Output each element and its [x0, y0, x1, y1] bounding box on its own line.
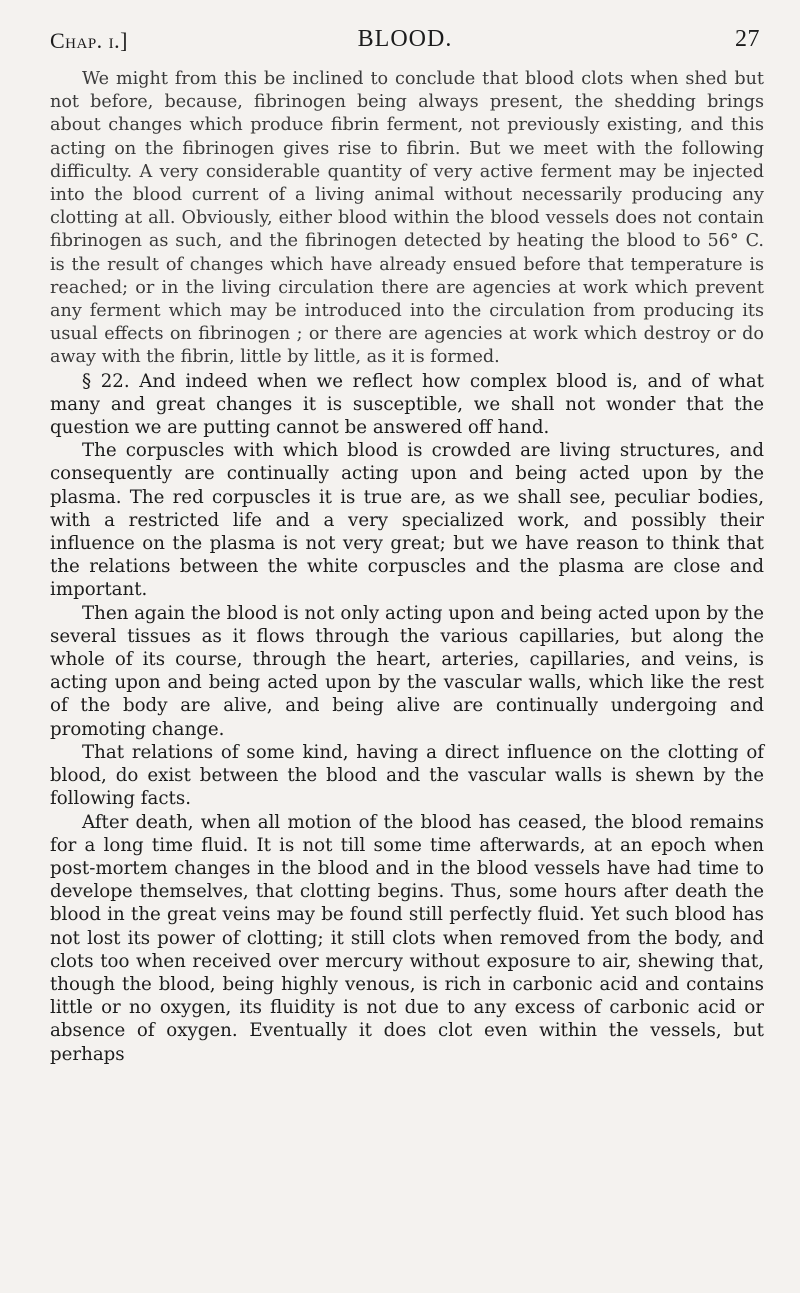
chapter-label: Chap. i.]	[50, 28, 129, 53]
paragraph-5: That relations of some kind, having a direct influence on the clotting of blood, do exist between the blood and the vascular walls is shewn by the following facts.	[50, 741, 764, 810]
page-number: 27	[735, 26, 760, 52]
paragraph-section-22: § 22. And indeed when we reflect how complex blood is, and of what many and great changes it is susceptible, we shall not wonder that the question we are putting cannot be answered off hand.	[50, 370, 764, 439]
page-title: BLOOD.	[357, 26, 453, 52]
body-text	[50, 68, 764, 1066]
paragraph-4: Then again the blood is not only acting upon and being acted upon by the several tissues as it flows through the various capillaries, but along the whole of its course, through the heart, arteries, capillaries, and veins, is acting upon and being acted upon by the vascular walls, which like the rest of the body are alive, and being alive are continually undergoing and promoting change.	[50, 602, 764, 740]
running-head	[50, 22, 760, 54]
paragraph-6: After death, when all motion of the blood has ceased, the blood remains for a long time fluid. It is not till some time afterwards, at an epoch when post-mortem changes in the blood and in the blood vessels have had time to develope themselves, that clotting begins. Thus, some hours after death the blood in the great veins may be found still perfectly fluid. Yet such blood has not lost its power of clotting; it still clots when removed from the body, and clots too when received over mercury without exposure to air, shewing that, though the blood, being highly venous, is rich in carbonic acid and contains little or no oxygen, its fluidity is not due to any excess of carbonic acid or absence of oxygen. Eventually it does clot even within the vessels, but perhaps	[50, 811, 764, 1065]
paragraph-1: We might from this be inclined to conclude that blood clots when shed but not before, because, fibrinogen being always present, the shedding brings about changes which produce fibrin ferment, not previously existing, and this acting on the fibrinogen gives rise to fibrin. But we meet with the following difficulty. A very considerable quantity of very active ferment may be injected into the blood current of a living animal without necessarily producing any clotting at all. Obviously, either blood within the blood vessels does not contain fibrinogen as such, and the fibrinogen detected by heating the blood to 56° C. is the result of changes which have already ensued before that temperature is reached; or in the living circulation there are agencies at work which prevent any ferment which may be introduced into the circulation from producing its usual effects on fibrinogen ; or there are agencies at work which destroy or do away with the fibrin, little by little, as it is formed.	[50, 69, 764, 368]
paragraph-3: The corpuscles with which blood is crowded are living structures, and consequently are continually acting upon and being acted upon by the plasma. The red corpuscles it is true are, as we shall see, peculiar bodies, with a restricted life and a very specialized work, and possibly their influence on the plasma is not very great; but we have reason to think that the relations between the white corpuscles and the plasma are close and important.	[50, 440, 764, 601]
